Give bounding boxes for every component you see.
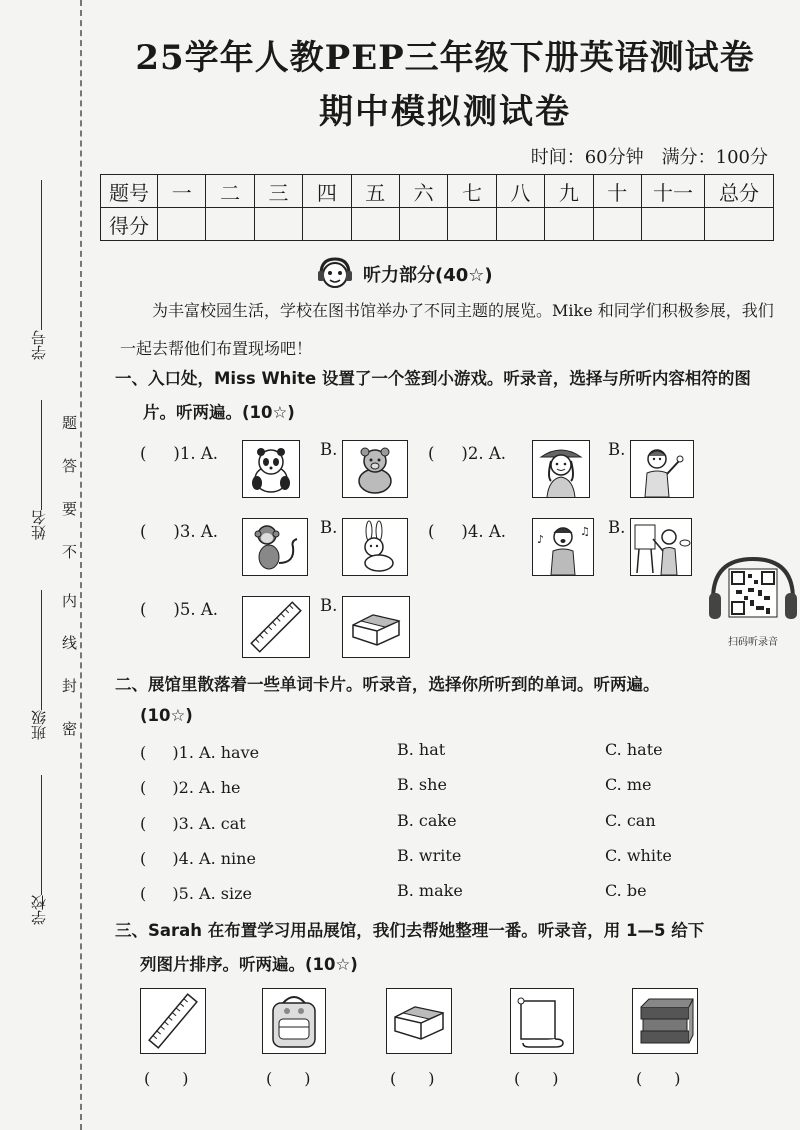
ruler-icon [243,597,309,657]
ruler-icon [141,989,205,1053]
name-line [41,400,42,510]
table-cell: 题号 [101,175,158,208]
table-cell: 得分 [101,208,158,241]
q1-item-3-b: B. [320,518,338,537]
listening-intro: 为丰富校园生活，学校在图书馆举办了不同主题的展览。Mike 和同学们积极参展，我们一起去帮他们布置现场吧！ [120,301,774,358]
seal-char: 要 [62,500,78,518]
q3-schoolbag-picture[interactable] [262,988,326,1054]
q3-answer-blank[interactable]: ( ) [514,1069,559,1088]
q2-row-1-c: C. hate [605,740,663,759]
headphone-mascot-icon [315,256,355,292]
books-stack-icon [633,989,697,1053]
eraser-icon [343,597,409,657]
score-table-header-row [101,175,774,208]
table-cell: 九 [545,175,593,208]
girl-picture[interactable] [532,440,590,498]
seal-char: 不 [62,543,78,561]
q1-heading [115,362,780,430]
exam-page [100,0,790,1130]
q1-item-5-label: ( )5. A. [140,600,219,619]
svg-text:♫: ♫ [580,525,590,538]
panda-picture[interactable] [242,440,300,498]
svg-text:♪: ♪ [537,533,545,546]
table-cell: 四 [303,175,351,208]
student-no-line [41,180,42,330]
table-cell: 八 [496,175,544,208]
boy-waving-picture[interactable] [630,440,694,498]
table-cell: 二 [206,175,254,208]
q2-row-4-a: ( )4. A. nine [140,849,256,868]
q3-answer-blank[interactable]: ( ) [390,1069,435,1088]
seal-char: 内 [62,592,78,610]
ruler-picture[interactable] [242,596,310,658]
q3-books-picture[interactable] [632,988,698,1054]
monkey-picture[interactable] [242,518,308,576]
table-cell: 三 [254,175,302,208]
table-cell: 总分 [705,175,774,208]
q2-row-2-c: C. me [605,775,652,794]
score-field[interactable] [158,208,206,241]
score-table-score-row [101,208,774,241]
q1-item-2-label: ( )2. A. [428,444,507,463]
q2-row-5-c: C. be [605,881,647,900]
seal-char: 密 [62,720,78,738]
time-score-info: 时间：60分钟 满分：100分 [530,147,768,168]
q1-item-5-b: B. [320,596,338,615]
table-cell: 一 [158,175,206,208]
score-table [100,174,774,241]
q2-row-3-c: C. can [605,811,656,830]
q1-heading-text: 一、入口处，Miss White 设置了一个签到小游戏。听录音，选择与所听内容相符的图片。听两遍。(10☆) [115,369,751,422]
bear-icon [343,441,407,497]
boy-singing-picture[interactable] [532,518,594,576]
table-cell: 六 [399,175,447,208]
q2-row-2-b: B. she [397,775,447,794]
boy-singing-icon [533,519,593,575]
panda-icon [243,441,299,497]
eraser-icon [387,989,451,1053]
schoolbag-icon [263,989,325,1053]
q3-map-picture[interactable] [510,988,574,1054]
q3-answer-blank[interactable]: ( ) [266,1069,311,1088]
score-field[interactable] [206,208,254,241]
q3-ruler-picture[interactable] [140,988,206,1054]
q1-item-1-label: ( )1. A. [140,444,219,463]
score-field[interactable] [705,208,774,241]
seal-char: 线 [62,634,78,652]
q2-row-1-a: ( )1. A. have [140,743,260,762]
score-field[interactable] [496,208,544,241]
seal-char: 答 [62,457,78,475]
bear-picture[interactable] [342,440,408,498]
qr-label: 扫码听录音 [728,637,778,648]
score-field[interactable] [303,208,351,241]
exam-title: 25学年人教PEP三年级下册英语测试卷 [135,38,755,78]
q2-row-5-b: B. make [397,881,463,900]
q1-item-1-b: B. [320,440,338,459]
listening-heading [315,256,493,292]
table-cell: 七 [448,175,496,208]
binding-margin [0,0,100,1130]
table-cell: 五 [351,175,399,208]
seal-char: 封 [62,677,78,695]
q1-item-4-label: ( )4. A. [428,522,507,541]
q2-row-4-c: C. white [605,846,672,865]
boy-drawing-picture[interactable] [630,518,692,576]
q2-row-5-a: ( )5. A. size [140,884,252,903]
cut-line [80,0,82,1130]
score-field[interactable] [545,208,593,241]
student-no-label: 学号 [30,330,48,360]
q2-row-3-b: B. cake [397,811,457,830]
table-cell: 十一 [642,175,705,208]
q3-answer-blank[interactable]: ( ) [636,1069,681,1088]
table-cell: 十 [593,175,641,208]
score-field[interactable] [399,208,447,241]
q2-row-4-b: B. write [397,846,462,865]
boy-waving-icon [631,441,693,497]
name-label: 姓名 [30,510,48,540]
map-scroll-icon [511,989,573,1053]
q2-row-2-a: ( )2. A. he [140,778,241,797]
qr-headphone-icon [707,555,799,631]
q2-row-1-b: B. hat [397,740,446,759]
q1-item-2-b: B. [608,440,626,459]
q3-answer-blank[interactable]: ( ) [144,1069,189,1088]
audio-qr-code[interactable] [707,555,799,651]
exam-subtitle: 期中模拟测试卷 [319,92,571,132]
score-field[interactable] [254,208,302,241]
monkey-icon [243,519,307,575]
score-field[interactable] [593,208,641,241]
girl-icon [533,441,589,497]
q3-heading-line2: 列图片排序。听两遍。(10☆) [140,955,358,974]
q3-eraser-picture[interactable] [386,988,452,1054]
q3-heading-line1: 三、Sarah 在布置学习用品展馆，我们去帮她整理一番。听录音，用 1—5 给下 [115,921,705,940]
q1-item-4-b: B. [608,518,626,537]
seal-char: 题 [62,414,78,432]
q2-row-3-a: ( )3. A. cat [140,814,246,833]
score-field[interactable] [448,208,496,241]
class-line [41,590,42,710]
school-line [41,775,42,895]
score-field[interactable] [351,208,399,241]
boy-drawing-icon [631,519,691,575]
score-field[interactable] [642,208,705,241]
q2-score: (10☆) [140,706,193,725]
school-label: 学校 [30,895,48,925]
q2-heading: 二、展馆里散落着一些单词卡片。听录音，选择你所听到的单词。听两遍。 [115,675,660,694]
listening-title: 听力部分(40☆) [363,265,493,286]
rabbit-icon [343,519,407,575]
class-label: 班级 [30,710,48,740]
eraser-picture[interactable] [342,596,410,658]
rabbit-picture[interactable] [342,518,408,576]
q1-item-3-label: ( )3. A. [140,522,219,541]
